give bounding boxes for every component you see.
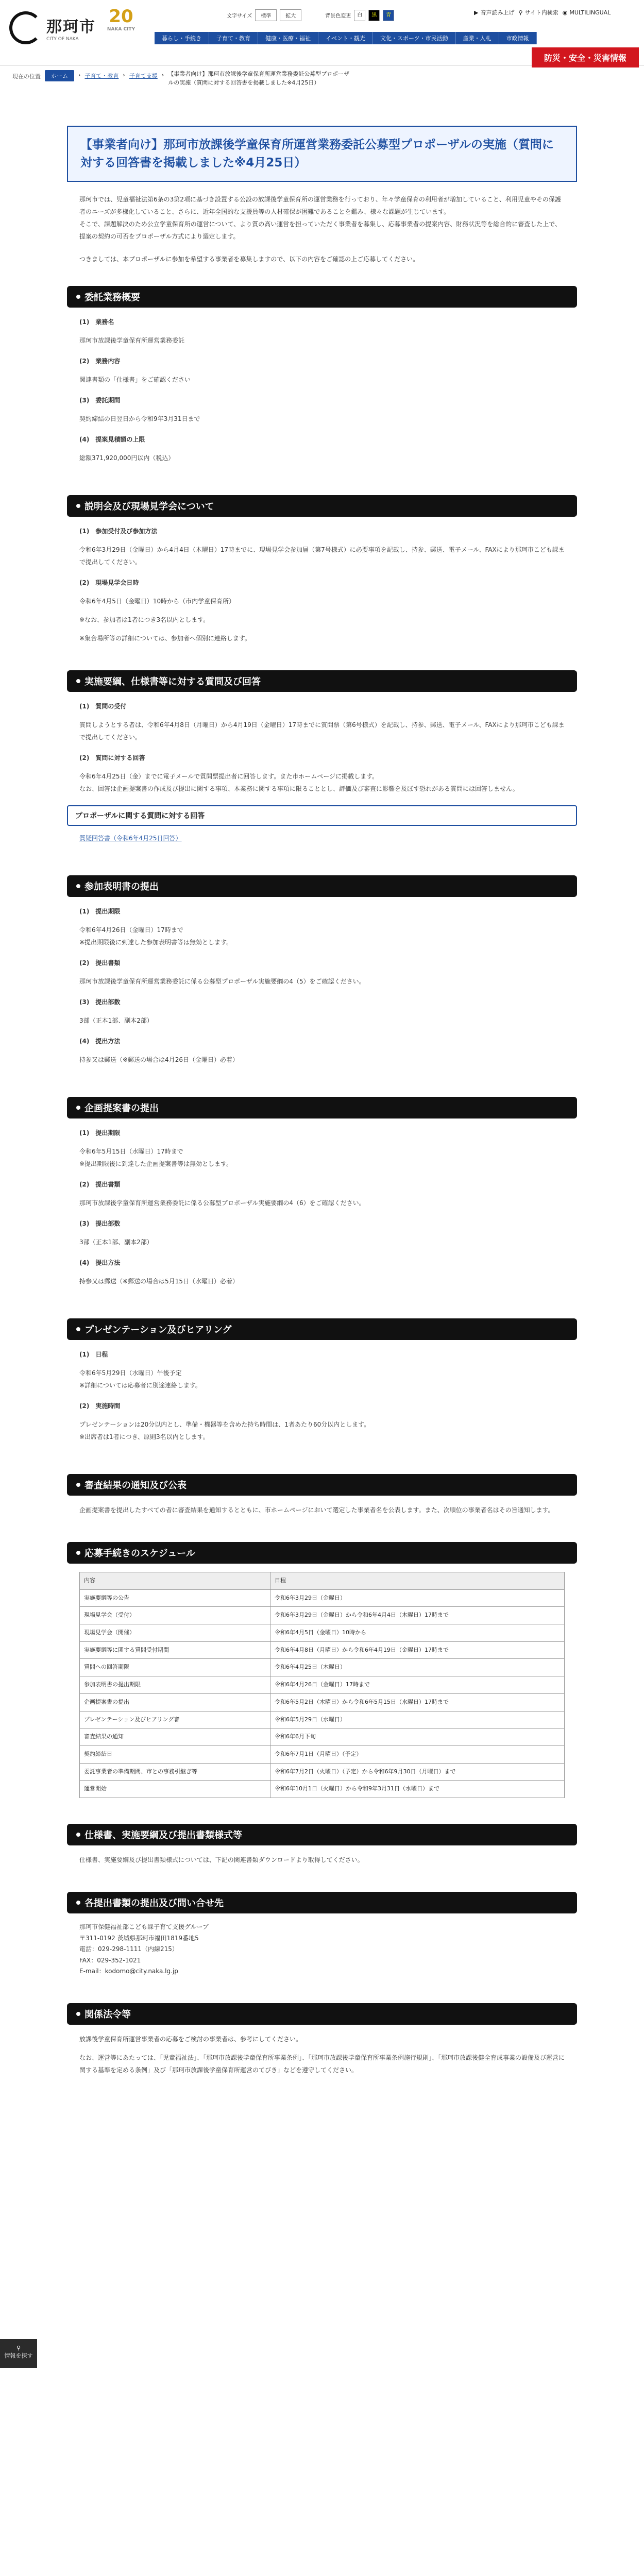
item-body: 持参又は郵送（※郵送の場合は4月26日（金曜日）必着） (79, 1056, 239, 1063)
multilingual-label: MULTILINGUAL (569, 9, 611, 16)
city-emblem-icon (9, 11, 42, 44)
schedule-item: 現場見学会（受付） (80, 1607, 270, 1624)
item-body: 3部（正本1部、副本2部） (79, 1239, 153, 1246)
schedule-item: 運営開始 (80, 1781, 270, 1798)
breadcrumb-childcare[interactable]: 子育て・教育 (84, 73, 119, 79)
nav-item-health[interactable]: 健康・医療・福祉 (258, 32, 318, 44)
bullet-icon (76, 1901, 80, 1905)
item-note: ※出席者は1者につき、原則3名以内とします。 (79, 1433, 209, 1440)
schedule-date: 令和6年5月29日（水曜日） (270, 1711, 565, 1728)
bullet-icon (76, 884, 80, 888)
section-heading-documents (67, 1824, 577, 1845)
item-body: 関連書類の「仕様書」をご確認ください (79, 376, 191, 383)
breadcrumb (0, 66, 644, 87)
schedule-date: 令和6年10月1日（火曜日）から令和9年3月31日（水曜日）まで (270, 1781, 565, 1798)
schedule-item: 契約締結日 (80, 1745, 270, 1763)
item-note: ※提出期限後に到達した参加表明書等は無効とします。 (79, 939, 233, 946)
contact-fax: FAX：029-352-1021 (79, 1956, 141, 1964)
schedule-date: 令和6年4月8日（月曜日）から令和6年4月19日（金曜日）17時まで (270, 1641, 565, 1659)
table-row (80, 1763, 565, 1781)
section-heading-text: 実施要綱、仕様書等に対する質問及び回答 (84, 676, 261, 687)
main-content (67, 113, 577, 2076)
table-row (80, 1728, 565, 1746)
nav-item-events[interactable]: イベント・観光 (318, 32, 373, 44)
answer-heading-text: プロポーザルに関する質問に対する回答 (75, 812, 205, 820)
site-search-link[interactable] (518, 8, 558, 16)
intro-paragraph: つきましては、本プロポーザルに参加を希望する事業者を募集しますので、以下の内容をご確認の上ご応募してください。 (79, 256, 419, 263)
table-row (80, 1624, 565, 1642)
nav-item-childcare[interactable]: 子育て・教育 (209, 32, 258, 44)
item-body: 令和6年4月25日（金）までに電子メールで質問票提出者に回答します。また市ホームページに掲載します。 (79, 773, 379, 780)
section-heading-text: プレゼンテーション及びヒアリング (84, 1325, 232, 1335)
globe-icon: ◉ (562, 9, 568, 16)
section-documents (67, 1854, 577, 1866)
item-title: (2) 質問に対する回答 (79, 754, 145, 761)
item-body: 放課後学童保育所運営事業者の応募をご検討の事業者は、参考にしてください。 (79, 2035, 302, 2043)
nav-item-industry[interactable]: 産業・入札 (456, 32, 499, 44)
item-body: 仕様書、実施要綱及び提出書類様式については、下記の関連書類ダウンロードより取得してください。 (79, 1856, 364, 1863)
color-blue-button[interactable]: 青 (383, 10, 394, 21)
bullet-icon (76, 679, 80, 683)
table-row (80, 1607, 565, 1624)
find-info-label: 情報を探す (4, 2352, 33, 2360)
section-results (67, 1504, 577, 1516)
section-questions (67, 700, 577, 795)
item-title: (3) 提出部数 (79, 998, 121, 1006)
item-title: (4) 提出方法 (79, 1038, 121, 1045)
table-row (80, 1711, 565, 1728)
schedule-date: 令和6年7月1日（月曜日）（予定） (270, 1745, 565, 1763)
section-contact (67, 1922, 577, 1977)
section-briefing (67, 525, 577, 645)
anniversary-logo (103, 6, 139, 42)
intro-paragraph: 那珂市では、児童福祉法第6条の3第2項に基づき設置する公設の放課後学童保育所の運営業務を行っており、年々学童保育の利用者が増加していること、利用児童やその保護者のニーズが多様化していること、さらに、近年全国的な支援員等の人材確保が困難であることを鑑み、様々な課題が生じています。 (79, 196, 561, 215)
schedule-date: 令和6年4月25日（木曜日） (270, 1659, 565, 1676)
text-size-normal-button[interactable]: 標準 (255, 9, 277, 21)
item-title: (1) 参加受付及び参加方法 (79, 528, 158, 535)
item-title: (2) 提出書類 (79, 959, 121, 967)
section-heading-text: 各提出書類の提出及び問い合せ先 (84, 1897, 224, 1909)
find-info-button[interactable] (0, 2339, 37, 2368)
item-note: ※詳細については応募者に別途連絡します。 (79, 1382, 201, 1389)
intro-paragraph: そこで、課題解決のため公立学童保育所の運営について、より質の高い運営を担っていただく事業者を募集し、応募事業者の提案内容、財務状況等を総合的に審査した上で、提案の契約の可否をプロポーザル方式により選定します。 (79, 221, 562, 240)
schedule-date: 令和6年5月2日（木曜日）から令和6年5月15日（水曜日）17時まで (270, 1693, 565, 1711)
item-body: 持参又は郵送（※郵送の場合は5月15日（水曜日）必着） (79, 1278, 239, 1285)
section-heading-contact (67, 1892, 577, 1913)
column-header: 日程 (270, 1572, 565, 1590)
item-body: 質問しようとする者は、令和6年4月8日（月曜日）から4月19日（金曜日）17時までに質問票（第6号様式）を記載し、持参、郵送、電子メール、FAXにより那珂市こども課まで提出してください。 (79, 721, 565, 741)
schedule-date: 令和6年4月5日（金曜日）10時から (270, 1624, 565, 1642)
speech-label: 音声読み上げ (480, 9, 515, 16)
answer-document-link[interactable]: 質疑回答書（令和6年4月25日回答） (79, 835, 182, 842)
section-participation (67, 905, 577, 1066)
item-note: なお、回答は企画提案書の作成及び提出に関する事項、本業務に関する事項に限ることとし、評価及び審査に影響を及ぼす恐れがある質問には回答しません。 (79, 785, 519, 792)
section-presentation (67, 1348, 577, 1443)
section-heading-presentation (67, 1318, 577, 1340)
global-nav (155, 32, 537, 44)
table-header-row (80, 1572, 565, 1590)
table-row (80, 1676, 565, 1694)
schedule-date: 令和6年7月2日（火曜日）（予定）から令和6年9月30日（月曜日）まで (270, 1763, 565, 1781)
color-white-button[interactable]: 白 (354, 10, 365, 21)
breadcrumb-separator-icon: › (161, 72, 164, 78)
table-row (80, 1589, 565, 1607)
schedule-item: 委託事業者の準備期間、市との事務引継ぎ等 (80, 1763, 270, 1781)
section-heading-text: 説明会及び現場見学会について (84, 501, 214, 512)
item-title: (2) 実施時間 (79, 1402, 121, 1410)
schedule-date: 令和6年4月26日（金曜日）17時まで (270, 1676, 565, 1694)
section-heading-questions (67, 670, 577, 692)
schedule-item: 審査結果の通知 (80, 1728, 270, 1746)
schedule-table (79, 1572, 565, 1798)
table-row (80, 1693, 565, 1711)
section-heading-schedule (67, 1542, 577, 1564)
item-body: 令和6年5月29日（水曜日）午後予定 (79, 1369, 182, 1377)
breadcrumb-label: 現在の位置 (12, 73, 41, 80)
search-icon: ⚲ (518, 9, 523, 16)
table-row (80, 1745, 565, 1763)
anniversary-number: 20 (109, 6, 133, 27)
bullet-icon (76, 1106, 80, 1110)
schedule-item: プレゼンテーション及びヒアリング審 (80, 1711, 270, 1728)
site-search-label: サイト内検索 (524, 9, 558, 16)
anniversary-sub: NAKA CITY (107, 27, 135, 32)
item-title: (3) 委託期間 (79, 397, 121, 404)
breadcrumb-home[interactable]: ホーム (45, 70, 74, 81)
item-note: ※提出期限後に到達した企画提案書等は無効とします。 (79, 1160, 233, 1167)
item-body: プレゼンテーションは20分以内とし、準備・機器等を含めた持ち時間は、1者あたり60分以内とします。 (79, 1421, 370, 1428)
item-body: 令和6年4月26日（金曜日）17時まで (79, 926, 183, 934)
item-body: 令和6年4月5日（金曜日）10時から（市内学童保育所） (79, 598, 235, 605)
breadcrumb-support[interactable]: 子育て支援 (129, 73, 158, 79)
section-heading-text: 参加表明書の提出 (84, 882, 159, 892)
breadcrumb-separator-icon: › (123, 72, 125, 78)
bullet-icon (76, 1327, 80, 1331)
schedule-date: 令和6年3月29日（金曜日）から令和6年4月4日（木曜日）17時まで (270, 1607, 565, 1624)
contact-phone: 電話：029-298-1111（内線215） (79, 1945, 178, 1953)
bullet-icon (76, 1551, 80, 1555)
contact-line: 那珂市保健福祉部こども課子育て支援グループ (79, 1923, 209, 1930)
item-body: 那珂市放課後学童保育所運営業務委託に係る公募型プロポーザル実施要綱の4（6）をご確認ください。 (79, 1199, 365, 1207)
nav-item-government[interactable]: 市政情報 (499, 32, 537, 44)
table-row (80, 1781, 565, 1798)
intro (67, 182, 577, 265)
nav-item-living[interactable]: 暮らし・手続き (155, 32, 209, 44)
section-heading-text: 関係法令等 (84, 2009, 131, 2020)
page-title: 【事業者向け】那珂市放課後学童保育所運営業務委託公募型プロポーザルの実施（質問に対する回答書を掲載しました※4月25日） (67, 126, 577, 182)
schedule-date: 令和6年6月下旬 (270, 1728, 565, 1746)
section-heading-text: 委託業務概要 (84, 292, 140, 303)
color-black-button[interactable]: 黒 (368, 10, 380, 21)
section-heading-briefing (67, 495, 577, 517)
section-heading-results (67, 1474, 577, 1496)
section-heading-text: 企画提案書の提出 (84, 1103, 159, 1114)
contact-line: 〒311-0192 茨城県那珂市福田1819番地5 (79, 1934, 199, 1942)
breadcrumb-current: 【事業者向け】那珂市放課後学童保育所運営業務委託公募型プロポーザルの実施（質問に対する回答書を掲載しました※4月25日） (168, 71, 350, 86)
breadcrumb-separator-icon: › (78, 72, 81, 78)
schedule-item: 実施要綱等の公告 (80, 1589, 270, 1607)
section-heading-text: 仕様書、実施要綱及び提出書類様式等 (84, 1829, 242, 1841)
nav-item-culture[interactable]: 文化・スポーツ・市民活動 (373, 32, 456, 44)
section-laws (67, 2033, 577, 2076)
speaker-icon: ▶ (474, 9, 479, 16)
item-note: ※集合場所等の詳細については、参加者へ個別に連絡します。 (79, 635, 251, 642)
section-heading-proposal (67, 1097, 577, 1118)
item-body: 契約締結の日翌日から令和9年3月31日まで (79, 415, 200, 422)
section-proposal (67, 1127, 577, 1287)
item-body: 令和6年3月29日（金曜日）から4月4日（木曜日）17時までに、現場見学会参加届（第7号様式）に必要事項を記載し、持参、郵送、電子メール、FAXにより那珂市こども課まで提出してください。 (79, 546, 565, 566)
column-header: 内容 (80, 1572, 270, 1590)
item-note: ※なお、参加者は1者につき3名以内とします。 (79, 616, 210, 623)
item-title: (2) 提出書類 (79, 1181, 121, 1188)
color-label: 背景色変更 (325, 13, 351, 19)
item-body: 3部（正本1部、副本2部） (79, 1017, 153, 1024)
schedule-date: 令和6年3月29日（金曜日） (270, 1589, 565, 1607)
item-body: 那珂市放課後学童保育所運営業務委託に係る公募型プロポーザル実施要綱の4（5）をご確認ください。 (79, 978, 365, 985)
speech-link[interactable] (474, 8, 514, 16)
item-title: (4) 提出方法 (79, 1259, 121, 1266)
emergency-info-button[interactable]: 防災・安全・災害情報 (532, 47, 639, 67)
answer-heading-box (67, 805, 577, 826)
item-title: (4) 提案見積額の上限 (79, 436, 145, 443)
item-title: (1) 業務名 (79, 318, 114, 326)
text-size-large-button[interactable]: 拡大 (280, 9, 301, 21)
section-heading-participation (67, 875, 577, 897)
section-heading-laws (67, 2003, 577, 2025)
schedule-item: 質問への回答期限 (80, 1659, 270, 1676)
schedule-item: 実施要綱等に関する質問受付期間 (80, 1641, 270, 1659)
bullet-icon (76, 1483, 80, 1487)
schedule-item: 現場見学会（開催） (80, 1624, 270, 1642)
schedule-table-body (80, 1589, 565, 1798)
item-title: (1) 日程 (79, 1351, 108, 1358)
section-heading-text: 応募手続きのスケジュール (84, 1548, 195, 1559)
section-heading-overview (67, 286, 577, 308)
multilingual-link[interactable] (563, 8, 611, 16)
schedule-item: 参加表明書の提出期限 (80, 1676, 270, 1694)
bullet-icon (76, 295, 80, 299)
item-title: (1) 質問の受付 (79, 703, 127, 710)
site-logo[interactable] (9, 11, 96, 44)
item-title: (1) 提出期限 (79, 1129, 121, 1137)
item-body: 企画提案書を提出したすべての者に審査結果を通知するとともに、市ホームページにおいて選定した事業者名を公表します。また、次順位の事業者名はその旨通知します。 (79, 1506, 554, 1514)
bullet-icon (76, 2012, 80, 2016)
table-row (80, 1641, 565, 1659)
logo-sub: CITY OF NAKA (46, 37, 79, 42)
item-body: 令和6年5月15日（水曜日）17時まで (79, 1148, 183, 1155)
item-title: (2) 現場見学会日時 (79, 579, 139, 586)
item-title: (2) 業務内容 (79, 358, 121, 365)
item-title: (1) 提出期限 (79, 908, 121, 915)
bullet-icon (76, 1833, 80, 1837)
table-row (80, 1659, 565, 1676)
text-size-label: 文字サイズ (227, 13, 252, 19)
item-body: 総額371,920,000円以内（税込） (79, 454, 175, 462)
answer-link-area (67, 832, 577, 844)
contact-email: E-mail：kodomo@city.naka.lg.jp (79, 1968, 178, 1975)
item-body: なお、運営等にあたっては、「児童福祉法」、「那珂市放課後学童保育所事業条例」、「那珂市放課後学童保育所事業条例施行規則」、「那珂市放課後健全育成事業の設備及び運営に関する基準を定める条例」及び「那珂市放課後学童保育所運営のてびき」などを遵守してください。 (79, 2054, 565, 2074)
accessibility-tools (227, 9, 394, 21)
schedule-item: 企画提案書の提出 (80, 1693, 270, 1711)
item-title: (3) 提出部数 (79, 1220, 121, 1227)
header-links (474, 8, 611, 16)
item-body: 那珂市放課後学童保育所運営業務委託 (79, 337, 185, 344)
search-icon: ⚲ (16, 2345, 21, 2351)
logo-text: 那珂市 (46, 18, 96, 36)
section-overview (67, 316, 577, 464)
bullet-icon (76, 504, 80, 508)
site-header (0, 0, 644, 66)
section-heading-text: 審査結果の通知及び公表 (84, 1480, 187, 1491)
